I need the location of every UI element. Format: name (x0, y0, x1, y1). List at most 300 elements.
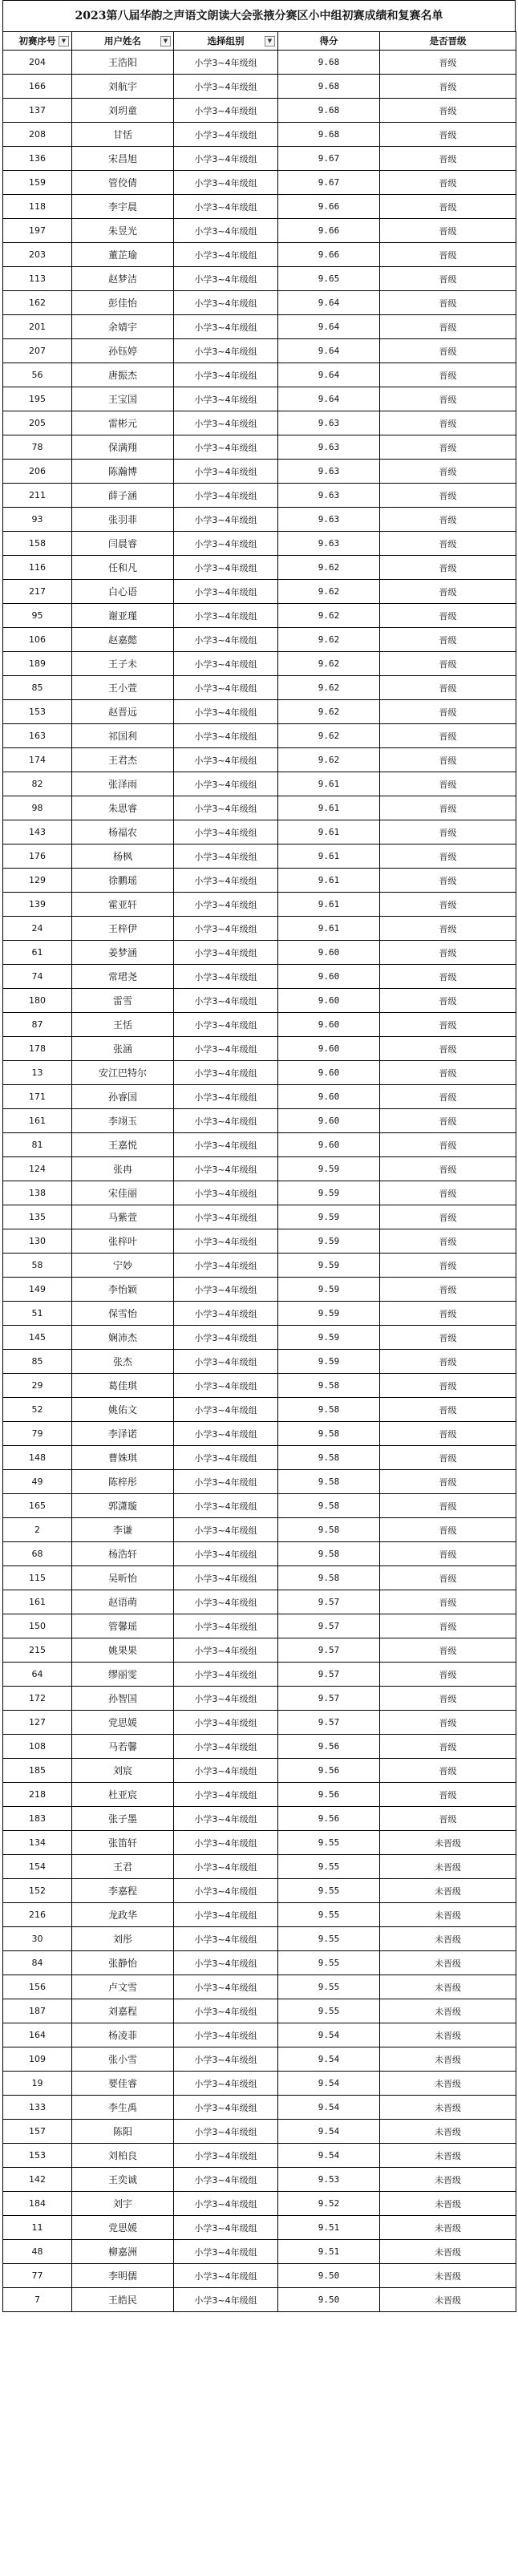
cell-name[interactable]: 张小雪 (72, 2047, 174, 2072)
cell-grp[interactable]: 小学3~4年级组 (174, 219, 278, 243)
cell-grp[interactable]: 小学3~4年级组 (174, 2264, 278, 2288)
cell-score[interactable]: 9.63 (278, 411, 380, 435)
cell-score[interactable]: 9.58 (278, 1566, 380, 1590)
cell-seq[interactable]: 135 (3, 1205, 72, 1229)
cell-grp[interactable]: 小学3~4年级组 (174, 1494, 278, 1518)
cell-grp[interactable]: 小学3~4年级组 (174, 2144, 278, 2168)
cell-status[interactable]: 未晋级 (380, 1903, 516, 1927)
cell-status[interactable]: 未晋级 (380, 1879, 516, 1903)
cell-grp[interactable]: 小学3~4年级组 (174, 1759, 278, 1783)
cell-score[interactable]: 9.58 (278, 1470, 380, 1494)
cell-name[interactable]: 刘宇 (72, 2192, 174, 2216)
cell-seq[interactable]: 129 (3, 869, 72, 893)
cell-seq[interactable]: 115 (3, 1566, 72, 1590)
cell-grp[interactable]: 小学3~4年级组 (174, 243, 278, 267)
cell-seq[interactable]: 208 (3, 123, 72, 147)
cell-seq[interactable]: 95 (3, 604, 72, 628)
cell-score[interactable]: 9.58 (278, 1494, 380, 1518)
cell-seq[interactable]: 203 (3, 243, 72, 267)
cell-seq[interactable]: 19 (3, 2072, 72, 2096)
cell-score[interactable]: 9.58 (278, 1446, 380, 1470)
cell-seq[interactable]: 142 (3, 2168, 72, 2192)
cell-grp[interactable]: 小学3~4年级组 (174, 1542, 278, 1566)
dropdown-arrow-icon[interactable]: ▼ (59, 36, 69, 47)
cell-name[interactable]: 刘宸 (72, 1759, 174, 1783)
cell-score[interactable]: 9.57 (278, 1614, 380, 1638)
cell-status[interactable]: 晋级 (380, 1687, 516, 1711)
cell-grp[interactable]: 小学3~4年级组 (174, 1711, 278, 1735)
cell-status[interactable]: 未晋级 (380, 2264, 516, 2288)
cell-score[interactable]: 9.60 (278, 941, 380, 965)
cell-seq[interactable]: 133 (3, 2096, 72, 2120)
cell-name[interactable]: 彭佳怡 (72, 291, 174, 315)
cell-grp[interactable]: 小学3~4年级组 (174, 700, 278, 724)
cell-status[interactable]: 未晋级 (380, 1975, 516, 1999)
cell-seq[interactable]: 7 (3, 2288, 72, 2312)
cell-status[interactable]: 晋级 (380, 1759, 516, 1783)
cell-score[interactable]: 9.62 (278, 724, 380, 748)
cell-status[interactable]: 晋级 (380, 748, 516, 772)
cell-name[interactable]: 陈瀚博 (72, 460, 174, 484)
cell-grp[interactable]: 小学3~4年级组 (174, 532, 278, 556)
cell-grp[interactable]: 小学3~4年级组 (174, 1278, 278, 1302)
cell-status[interactable]: 未晋级 (380, 2240, 516, 2264)
cell-seq[interactable]: 161 (3, 1590, 72, 1614)
cell-score[interactable]: 9.54 (278, 2096, 380, 2120)
cell-seq[interactable]: 164 (3, 2023, 72, 2047)
cell-name[interactable]: 刘嘉程 (72, 1999, 174, 2023)
cell-seq[interactable]: 154 (3, 1855, 72, 1879)
cell-score[interactable]: 9.64 (278, 387, 380, 411)
cell-seq[interactable]: 61 (3, 941, 72, 965)
cell-status[interactable]: 晋级 (380, 965, 516, 989)
cell-name[interactable]: 余婧宇 (72, 315, 174, 339)
cell-seq[interactable]: 152 (3, 1879, 72, 1903)
cell-seq[interactable]: 58 (3, 1254, 72, 1278)
cell-name[interactable]: 张泽雨 (72, 772, 174, 796)
cell-score[interactable]: 9.57 (278, 1590, 380, 1614)
cell-status[interactable]: 未晋级 (380, 2192, 516, 2216)
cell-status[interactable]: 晋级 (380, 1181, 516, 1205)
cell-name[interactable]: 刘玥童 (72, 99, 174, 123)
cell-status[interactable]: 晋级 (380, 604, 516, 628)
cell-score[interactable]: 9.64 (278, 315, 380, 339)
cell-grp[interactable]: 小学3~4年级组 (174, 2168, 278, 2192)
cell-seq[interactable]: 29 (3, 1374, 72, 1398)
cell-seq[interactable]: 77 (3, 2264, 72, 2288)
cell-status[interactable]: 晋级 (380, 1470, 516, 1494)
cell-status[interactable]: 未晋级 (380, 2072, 516, 2096)
cell-name[interactable]: 马紫萱 (72, 1205, 174, 1229)
cell-score[interactable]: 9.56 (278, 1807, 380, 1831)
cell-seq[interactable]: 183 (3, 1807, 72, 1831)
cell-name[interactable]: 李谦 (72, 1518, 174, 1542)
cell-score[interactable]: 9.54 (278, 2047, 380, 2072)
cell-grp[interactable]: 小学3~4年级组 (174, 628, 278, 652)
dropdown-arrow-icon[interactable]: ▼ (265, 36, 275, 47)
cell-name[interactable]: 朱思睿 (72, 796, 174, 820)
cell-seq[interactable]: 195 (3, 387, 72, 411)
cell-name[interactable]: 王奕诚 (72, 2168, 174, 2192)
cell-name[interactable]: 张涵 (72, 1037, 174, 1061)
cell-grp[interactable]: 小学3~4年级组 (174, 1879, 278, 1903)
cell-status[interactable]: 未晋级 (380, 2096, 516, 2120)
cell-score[interactable]: 9.54 (278, 2023, 380, 2047)
cell-seq[interactable]: 197 (3, 219, 72, 243)
cell-status[interactable]: 晋级 (380, 1254, 516, 1278)
cell-seq[interactable]: 148 (3, 1446, 72, 1470)
cell-status[interactable]: 未晋级 (380, 2168, 516, 2192)
cell-grp[interactable]: 小学3~4年级组 (174, 1229, 278, 1254)
cell-seq[interactable]: 108 (3, 1735, 72, 1759)
cell-name[interactable]: 李嘉程 (72, 1879, 174, 1903)
cell-score[interactable]: 9.60 (278, 1085, 380, 1109)
cell-seq[interactable]: 139 (3, 893, 72, 917)
cell-seq[interactable]: 205 (3, 411, 72, 435)
cell-name[interactable]: 管馨瑶 (72, 1614, 174, 1638)
cell-name[interactable]: 赵语萌 (72, 1590, 174, 1614)
cell-name[interactable]: 龙政华 (72, 1903, 174, 1927)
cell-status[interactable]: 未晋级 (380, 2047, 516, 2072)
cell-status[interactable]: 晋级 (380, 1783, 516, 1807)
cell-seq[interactable]: 174 (3, 748, 72, 772)
cell-score[interactable]: 9.51 (278, 2240, 380, 2264)
cell-seq[interactable]: 84 (3, 1951, 72, 1975)
cell-status[interactable]: 晋级 (380, 869, 516, 893)
cell-grp[interactable]: 小学3~4年级组 (174, 1975, 278, 1999)
cell-status[interactable]: 晋级 (380, 484, 516, 508)
cell-status[interactable]: 晋级 (380, 1229, 516, 1254)
cell-seq[interactable]: 116 (3, 556, 72, 580)
cell-name[interactable]: 谢亚瑾 (72, 604, 174, 628)
cell-status[interactable]: 晋级 (380, 1205, 516, 1229)
cell-grp[interactable]: 小学3~4年级组 (174, 1735, 278, 1759)
cell-status[interactable]: 未晋级 (380, 1927, 516, 1951)
cell-seq[interactable]: 150 (3, 1614, 72, 1638)
cell-score[interactable]: 9.61 (278, 869, 380, 893)
cell-score[interactable]: 9.62 (278, 700, 380, 724)
cell-status[interactable]: 晋级 (380, 532, 516, 556)
cell-name[interactable]: 张笛轩 (72, 1831, 174, 1855)
cell-score[interactable]: 9.64 (278, 339, 380, 363)
cell-name[interactable]: 王浩阳 (72, 51, 174, 75)
cell-score[interactable]: 9.63 (278, 508, 380, 532)
cell-name[interactable]: 吴昕怡 (72, 1566, 174, 1590)
cell-seq[interactable]: 81 (3, 1133, 72, 1157)
cell-score[interactable]: 9.55 (278, 1903, 380, 1927)
cell-status[interactable]: 晋级 (380, 1350, 516, 1374)
cell-score[interactable]: 9.59 (278, 1157, 380, 1181)
cell-name[interactable]: 保雪怡 (72, 1302, 174, 1326)
cell-seq[interactable]: 143 (3, 820, 72, 844)
cell-grp[interactable]: 小学3~4年级组 (174, 1157, 278, 1181)
cell-name[interactable]: 曹姝琪 (72, 1446, 174, 1470)
cell-name[interactable]: 王宝国 (72, 387, 174, 411)
cell-name[interactable]: 安江巴特尔 (72, 1061, 174, 1085)
cell-score[interactable]: 9.62 (278, 652, 380, 676)
cell-grp[interactable]: 小学3~4年级组 (174, 435, 278, 460)
cell-status[interactable]: 晋级 (380, 917, 516, 941)
cell-grp[interactable]: 小学3~4年级组 (174, 267, 278, 291)
cell-name[interactable]: 李宇晨 (72, 195, 174, 219)
cell-seq[interactable]: 157 (3, 2120, 72, 2144)
cell-seq[interactable]: 204 (3, 51, 72, 75)
cell-name[interactable]: 霍亚轩 (72, 893, 174, 917)
cell-status[interactable]: 晋级 (380, 941, 516, 965)
cell-score[interactable]: 9.68 (278, 99, 380, 123)
cell-name[interactable]: 刘柏良 (72, 2144, 174, 2168)
cell-status[interactable]: 晋级 (380, 435, 516, 460)
cell-grp[interactable]: 小学3~4年级组 (174, 1638, 278, 1663)
cell-name[interactable]: 刘彤 (72, 1927, 174, 1951)
cell-name[interactable]: 张静怡 (72, 1951, 174, 1975)
cell-grp[interactable]: 小学3~4年级组 (174, 1037, 278, 1061)
cell-grp[interactable]: 小学3~4年级组 (174, 1422, 278, 1446)
cell-grp[interactable]: 小学3~4年级组 (174, 291, 278, 315)
cell-name[interactable]: 宋昌旭 (72, 147, 174, 171)
cell-name[interactable]: 雷雪 (72, 989, 174, 1013)
cell-name[interactable]: 王梓伊 (72, 917, 174, 941)
cell-grp[interactable]: 小学3~4年级组 (174, 1181, 278, 1205)
cell-seq[interactable]: 176 (3, 844, 72, 869)
cell-status[interactable]: 晋级 (380, 1807, 516, 1831)
cell-seq[interactable]: 153 (3, 700, 72, 724)
header-seq[interactable]: 初赛序号 ▼ (3, 32, 72, 51)
cell-score[interactable]: 9.58 (278, 1398, 380, 1422)
cell-name[interactable]: 赵晋远 (72, 700, 174, 724)
cell-grp[interactable]: 小学3~4年级组 (174, 508, 278, 532)
cell-status[interactable]: 未晋级 (380, 1951, 516, 1975)
cell-score[interactable]: 9.57 (278, 1687, 380, 1711)
cell-status[interactable]: 晋级 (380, 1735, 516, 1759)
cell-grp[interactable]: 小学3~4年级组 (174, 556, 278, 580)
cell-status[interactable]: 晋级 (380, 1061, 516, 1085)
cell-name[interactable]: 常珺尧 (72, 965, 174, 989)
cell-status[interactable]: 晋级 (380, 411, 516, 435)
cell-grp[interactable]: 小学3~4年级组 (174, 2072, 278, 2096)
cell-status[interactable]: 晋级 (380, 700, 516, 724)
cell-score[interactable]: 9.66 (278, 195, 380, 219)
cell-grp[interactable]: 小学3~4年级组 (174, 604, 278, 628)
cell-score[interactable]: 9.68 (278, 51, 380, 75)
cell-grp[interactable]: 小学3~4年级组 (174, 1518, 278, 1542)
cell-status[interactable]: 晋级 (380, 267, 516, 291)
cell-name[interactable]: 郭潇璇 (72, 1494, 174, 1518)
cell-status[interactable]: 晋级 (380, 75, 516, 99)
cell-name[interactable]: 徐鹏瑶 (72, 869, 174, 893)
cell-status[interactable]: 晋级 (380, 1663, 516, 1687)
header-group[interactable]: 选择组别 ▼ (174, 32, 278, 51)
cell-score[interactable]: 9.59 (278, 1350, 380, 1374)
cell-name[interactable]: 孙钰婷 (72, 339, 174, 363)
cell-grp[interactable]: 小学3~4年级组 (174, 1927, 278, 1951)
cell-grp[interactable]: 小学3~4年级组 (174, 1302, 278, 1326)
cell-score[interactable]: 9.59 (278, 1254, 380, 1278)
cell-seq[interactable]: 217 (3, 580, 72, 604)
cell-grp[interactable]: 小学3~4年级组 (174, 580, 278, 604)
cell-seq[interactable]: 189 (3, 652, 72, 676)
cell-score[interactable]: 9.59 (278, 1326, 380, 1350)
cell-status[interactable]: 晋级 (380, 1157, 516, 1181)
cell-score[interactable]: 9.68 (278, 123, 380, 147)
cell-status[interactable]: 晋级 (380, 1374, 516, 1398)
cell-score[interactable]: 9.55 (278, 1927, 380, 1951)
cell-status[interactable]: 未晋级 (380, 1855, 516, 1879)
cell-grp[interactable]: 小学3~4年级组 (174, 965, 278, 989)
cell-name[interactable]: 杨凌菲 (72, 2023, 174, 2047)
cell-score[interactable]: 9.67 (278, 147, 380, 171)
cell-grp[interactable]: 小学3~4年级组 (174, 676, 278, 700)
cell-name[interactable]: 党思媛 (72, 2216, 174, 2240)
cell-status[interactable]: 晋级 (380, 796, 516, 820)
cell-seq[interactable]: 130 (3, 1229, 72, 1254)
cell-grp[interactable]: 小学3~4年级组 (174, 1085, 278, 1109)
cell-seq[interactable]: 207 (3, 339, 72, 363)
cell-grp[interactable]: 小学3~4年级组 (174, 1350, 278, 1374)
cell-status[interactable]: 晋级 (380, 243, 516, 267)
cell-status[interactable]: 晋级 (380, 291, 516, 315)
cell-status[interactable]: 晋级 (380, 123, 516, 147)
cell-status[interactable]: 晋级 (380, 195, 516, 219)
cell-name[interactable]: 任和凡 (72, 556, 174, 580)
cell-name[interactable]: 朱昱光 (72, 219, 174, 243)
cell-score[interactable]: 9.64 (278, 363, 380, 387)
cell-score[interactable]: 9.59 (278, 1302, 380, 1326)
cell-score[interactable]: 9.55 (278, 1999, 380, 2023)
cell-name[interactable]: 柳嘉洲 (72, 2240, 174, 2264)
cell-grp[interactable]: 小学3~4年级组 (174, 1398, 278, 1422)
cell-seq[interactable]: 2 (3, 1518, 72, 1542)
cell-grp[interactable]: 小学3~4年级组 (174, 893, 278, 917)
cell-score[interactable]: 9.62 (278, 556, 380, 580)
cell-name[interactable]: 娴沛杰 (72, 1326, 174, 1350)
cell-score[interactable]: 9.58 (278, 1518, 380, 1542)
cell-grp[interactable]: 小学3~4年级组 (174, 1687, 278, 1711)
cell-seq[interactable]: 134 (3, 1831, 72, 1855)
cell-grp[interactable]: 小学3~4年级组 (174, 171, 278, 195)
cell-seq[interactable]: 161 (3, 1109, 72, 1133)
cell-grp[interactable]: 小学3~4年级组 (174, 2047, 278, 2072)
cell-name[interactable]: 张冉 (72, 1157, 174, 1181)
cell-score[interactable]: 9.59 (278, 1229, 380, 1254)
cell-seq[interactable]: 137 (3, 99, 72, 123)
cell-name[interactable]: 刘航宇 (72, 75, 174, 99)
cell-grp[interactable]: 小学3~4年级组 (174, 2216, 278, 2240)
cell-score[interactable]: 9.61 (278, 893, 380, 917)
cell-grp[interactable]: 小学3~4年级组 (174, 75, 278, 99)
cell-name[interactable]: 李明儒 (72, 2264, 174, 2288)
cell-seq[interactable]: 82 (3, 772, 72, 796)
cell-score[interactable]: 9.66 (278, 243, 380, 267)
cell-grp[interactable]: 小学3~4年级组 (174, 989, 278, 1013)
cell-score[interactable]: 9.61 (278, 917, 380, 941)
cell-score[interactable]: 9.60 (278, 1037, 380, 1061)
cell-grp[interactable]: 小学3~4年级组 (174, 1470, 278, 1494)
cell-score[interactable]: 9.66 (278, 219, 380, 243)
cell-status[interactable]: 晋级 (380, 171, 516, 195)
cell-name[interactable]: 陈阳 (72, 2120, 174, 2144)
cell-score[interactable]: 9.56 (278, 1783, 380, 1807)
cell-status[interactable]: 晋级 (380, 363, 516, 387)
cell-name[interactable]: 李翊玉 (72, 1109, 174, 1133)
cell-status[interactable]: 晋级 (380, 724, 516, 748)
cell-status[interactable]: 晋级 (380, 508, 516, 532)
cell-score[interactable]: 9.60 (278, 965, 380, 989)
cell-score[interactable]: 9.60 (278, 1013, 380, 1037)
cell-seq[interactable]: 158 (3, 532, 72, 556)
cell-name[interactable]: 要佳睿 (72, 2072, 174, 2096)
cell-status[interactable]: 晋级 (380, 460, 516, 484)
cell-score[interactable]: 9.54 (278, 2144, 380, 2168)
cell-grp[interactable]: 小学3~4年级组 (174, 1446, 278, 1470)
cell-score[interactable]: 9.57 (278, 1663, 380, 1687)
cell-score[interactable]: 9.61 (278, 796, 380, 820)
cell-score[interactable]: 9.60 (278, 1133, 380, 1157)
cell-score[interactable]: 9.61 (278, 820, 380, 844)
cell-grp[interactable]: 小学3~4年级组 (174, 1566, 278, 1590)
cell-grp[interactable]: 小学3~4年级组 (174, 51, 278, 75)
cell-seq[interactable]: 74 (3, 965, 72, 989)
cell-seq[interactable]: 30 (3, 1927, 72, 1951)
cell-seq[interactable]: 93 (3, 508, 72, 532)
cell-score[interactable]: 9.59 (278, 1205, 380, 1229)
cell-seq[interactable]: 156 (3, 1975, 72, 1999)
cell-seq[interactable]: 13 (3, 1061, 72, 1085)
cell-grp[interactable]: 小学3~4年级组 (174, 1831, 278, 1855)
cell-status[interactable]: 晋级 (380, 772, 516, 796)
cell-seq[interactable]: 163 (3, 724, 72, 748)
cell-status[interactable]: 未晋级 (380, 2023, 516, 2047)
cell-score[interactable]: 9.67 (278, 171, 380, 195)
cell-status[interactable]: 晋级 (380, 1494, 516, 1518)
cell-grp[interactable]: 小学3~4年级组 (174, 1903, 278, 1927)
cell-score[interactable]: 9.63 (278, 532, 380, 556)
cell-seq[interactable]: 68 (3, 1542, 72, 1566)
cell-grp[interactable]: 小学3~4年级组 (174, 652, 278, 676)
cell-status[interactable]: 晋级 (380, 580, 516, 604)
cell-name[interactable]: 杨枫 (72, 844, 174, 869)
cell-status[interactable]: 晋级 (380, 844, 516, 869)
cell-seq[interactable]: 109 (3, 2047, 72, 2072)
cell-status[interactable]: 晋级 (380, 556, 516, 580)
cell-name[interactable]: 闫晨睿 (72, 532, 174, 556)
cell-status[interactable]: 晋级 (380, 1422, 516, 1446)
cell-status[interactable]: 晋级 (380, 1398, 516, 1422)
cell-name[interactable]: 薛子涵 (72, 484, 174, 508)
cell-name[interactable]: 唐振杰 (72, 363, 174, 387)
cell-seq[interactable]: 216 (3, 1903, 72, 1927)
cell-name[interactable]: 张羽菲 (72, 508, 174, 532)
cell-status[interactable]: 未晋级 (380, 1999, 516, 2023)
cell-score[interactable]: 9.59 (278, 1278, 380, 1302)
cell-status[interactable]: 晋级 (380, 1326, 516, 1350)
header-name[interactable]: 用户姓名 ▼ (72, 32, 174, 51)
cell-grp[interactable]: 小学3~4年级组 (174, 844, 278, 869)
cell-seq[interactable]: 178 (3, 1037, 72, 1061)
cell-name[interactable]: 李泽诺 (72, 1422, 174, 1446)
cell-name[interactable]: 保满翔 (72, 435, 174, 460)
cell-name[interactable]: 赵嘉懿 (72, 628, 174, 652)
cell-score[interactable]: 9.60 (278, 989, 380, 1013)
cell-score[interactable]: 9.51 (278, 2216, 380, 2240)
cell-name[interactable]: 张子墨 (72, 1807, 174, 1831)
cell-seq[interactable]: 113 (3, 267, 72, 291)
cell-name[interactable]: 甘恬 (72, 123, 174, 147)
cell-grp[interactable]: 小学3~4年级组 (174, 2096, 278, 2120)
cell-seq[interactable]: 149 (3, 1278, 72, 1302)
cell-score[interactable]: 9.54 (278, 2120, 380, 2144)
cell-seq[interactable]: 166 (3, 75, 72, 99)
